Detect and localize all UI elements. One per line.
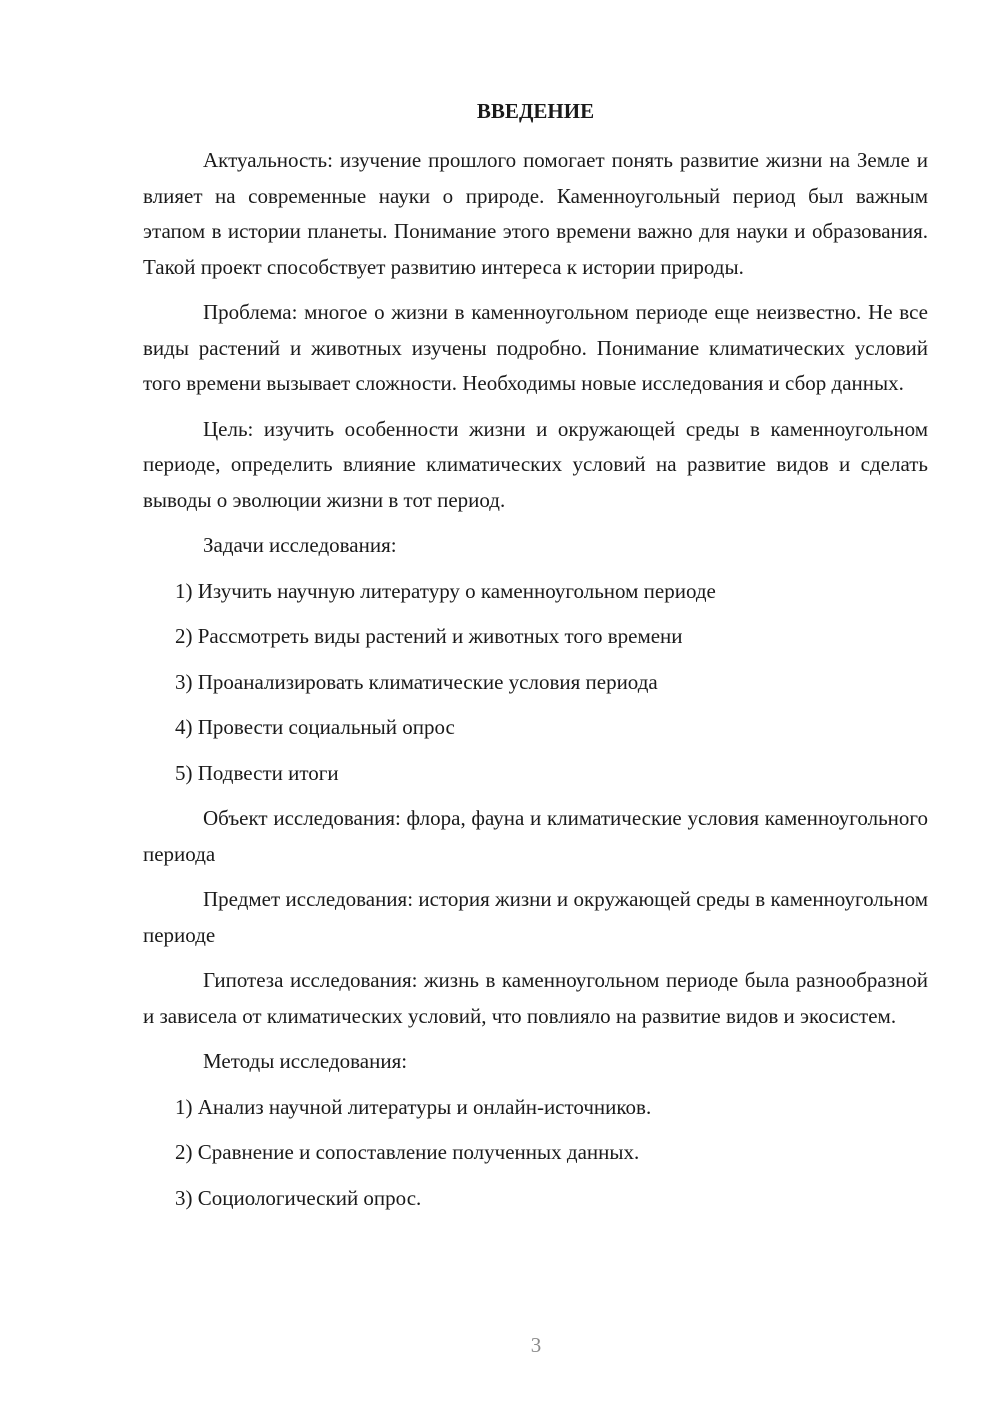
method-item: 1) Анализ научной литературы и онлайн-источников. [175,1094,652,1119]
tasks-heading: Задачи исследования: [203,533,397,557]
method-item: 2) Сравнение и сопоставление полученных данных. [175,1140,640,1164]
method-item: 3) Социологический опрос. [175,1185,422,1210]
document-page [143,96,928,1226]
task-item: 1) Изучить научную литературу о каменноугольном периоде [175,578,716,603]
object-paragraph: Объект исследования: флора, фауна и климатические условия каменноугольного периода [143,806,928,866]
task-item: 3) Проанализировать климатические условия периода [175,669,658,694]
problem-paragraph: Проблема: многое о жизни в каменноугольном периоде еще неизвестно. Не все виды растений и животных изучены подробно. Понимание климатических условий того времени вызывает сложности. Необходимы новые исследования и сбор данных. [143,300,928,395]
methods-heading: Методы исследования: [203,1049,408,1073]
task-item: 2) Рассмотреть виды растений и животных того времени [175,624,683,648]
page-number: 3 [530,1333,542,1357]
hypothesis-paragraph: Гипотеза исследования: жизнь в каменноугольном периоде была разнообразной и зависела от климатических условий, что повлияло на развитие видов и экосистем. [143,968,928,1028]
relevance-paragraph: Актуальность: изучение прошлого помогает понять развитие жизни на Земле и влияет на современные науки о природе. Каменноугольный период был важным этапом в истории планеты. Понимание этого времени важно для науки и образования. Такой проект способствует развитию интереса к истории природы. [143,148,928,279]
goal-paragraph: Цель: изучить особенности жизни и окружающей среды в каменноугольном периоде, определить влияние климатических условий на развитие видов и сделать выводы о эволюции жизни в тот период. [143,416,928,512]
task-item: 5) Подвести итоги [175,760,339,785]
task-item: 4) Провести социальный опрос [175,715,455,739]
subject-paragraph: Предмет исследования: история жизни и окружающей среды в каменноугольном периоде [143,887,928,947]
section-title: ВВЕДЕНИЕ [476,99,595,123]
